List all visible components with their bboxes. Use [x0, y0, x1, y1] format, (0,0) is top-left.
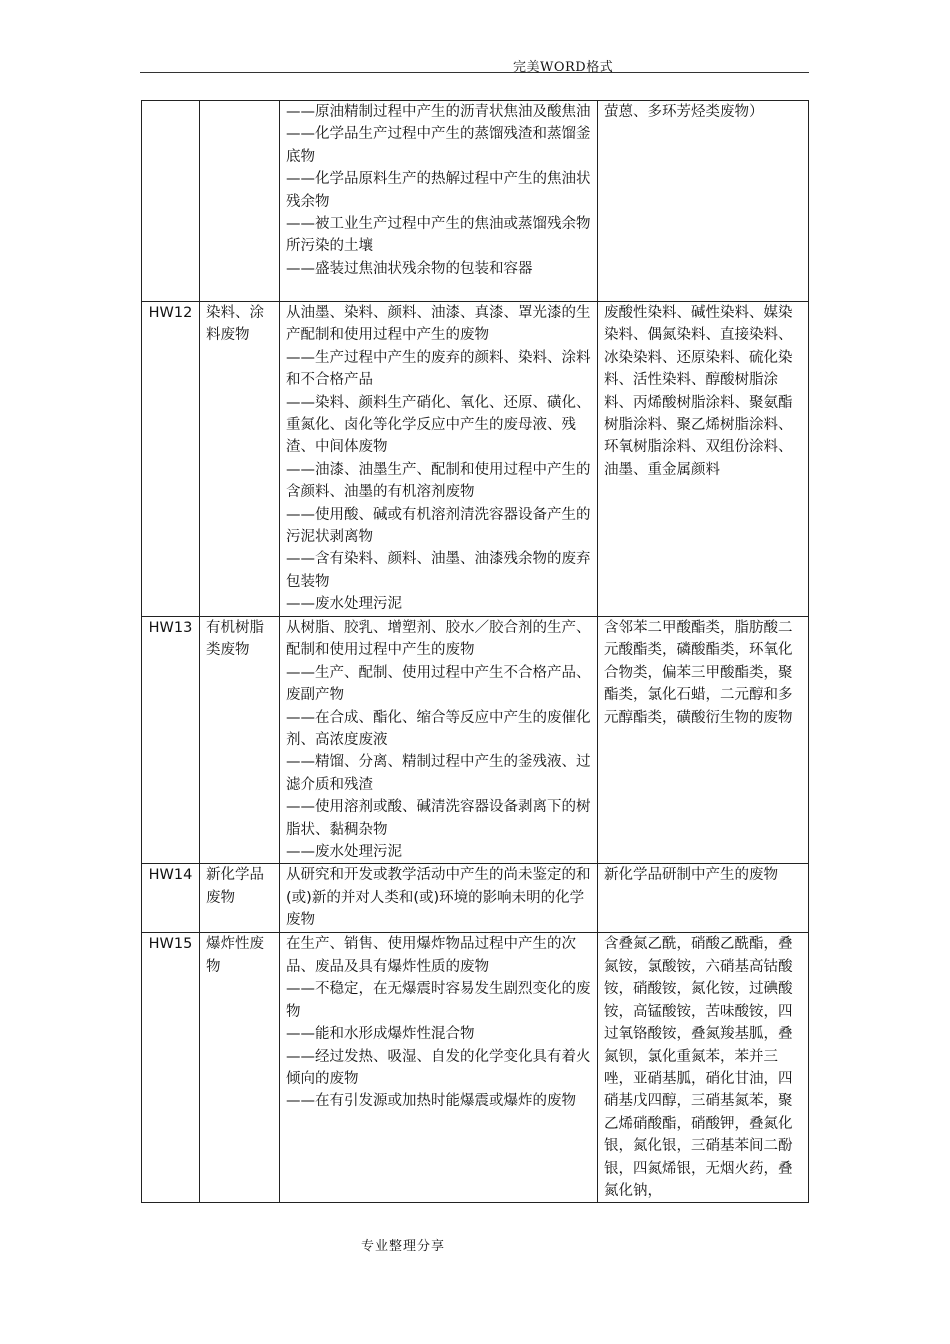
table-row	[142, 302, 809, 617]
waste-source-cell	[280, 933, 598, 1203]
source-line: 在生产、销售、使用爆炸物品过程中产生的次品、废品及具有爆炸性质的废物	[286, 936, 576, 975]
table-row	[142, 864, 809, 933]
waste-examples-cell: 含邻苯二甲酸酯类，脂肪酸二元酸酯类，磷酸酯类，环氧化合物类，偏苯三甲酸酯类，聚酯类，氯化石蜡，二元醇和多元醇酯类，磺酸衍生物的废物	[598, 617, 809, 864]
waste-examples-cell: 萤蒽、多环芳烃类废物）	[598, 101, 809, 302]
source-line: ——化学品原料生产的热解过程中产生的焦油状残余物	[286, 171, 591, 210]
source-line: ——油漆、油墨生产、配制和使用过程中产生的含颜料、油墨的有机溶剂废物	[286, 461, 591, 501]
source-line: ——含有染料、颜料、油墨、油漆残余物的废弃包装物	[286, 551, 591, 590]
source-line: ——在有引发源或加热时能爆震或爆炸的废物	[286, 1093, 576, 1110]
waste-code-cell: HW12	[142, 302, 200, 617]
source-line: ——使用溶剂或酸、碱清洗容器设备剥离下的树脂状、黏稠杂物	[286, 799, 591, 838]
source-line: ——生产过程中产生的废弃的颜料、染料、涂料和不合格产品	[286, 349, 591, 389]
source-line: ——废水处理污泥	[286, 844, 402, 861]
source-line: ——盛装过焦油状残余物的包装和容器	[286, 260, 533, 277]
source-line: ——经过发热、吸湿、自发的化学变化具有着火倾向的废物	[286, 1048, 591, 1087]
waste-category-cell: 有机树脂类废物	[200, 617, 280, 864]
source-line: ——使用酸、碱或有机溶剂清洗容器设备产生的污泥状剥离物	[286, 506, 591, 546]
source-line: 从研究和开发或教学活动中产生的尚未鉴定的和(或)新的并对人类和(或)环境的影响未明的化学废物	[286, 867, 591, 929]
waste-examples-cell: 含叠氮乙酰，硝酸乙酰酯，叠氮铵，氯酸铵，六硝基高钴酸铵，硝酸铵，氮化铵，过碘酸铵，高锰酸铵，苦味酸铵，四过氧铬酸铵，叠氮羧基胍，叠氮钡，氯化重氮苯，苯并三唑，亚硝基胍，硝化甘油，四硝基戊四醇，三硝基氮苯，聚乙烯硝酸酯，硝酸钾，叠氮化银，氮化银，三硝基苯间二酚银，四氮烯银，无烟火药，叠氮化钠，	[598, 933, 809, 1203]
source-line: ——染料、颜料生产硝化、氧化、还原、磺化、重氮化、卤化等化学反应中产生的废母液、残渣、中间体废物	[286, 394, 591, 456]
page-header-title: 完美WORD格式	[513, 60, 614, 75]
source-line: 从油墨、染料、颜料、油漆、真漆、罩光漆的生产配制和使用过程中产生的废物	[286, 305, 591, 344]
hazardous-waste-table	[141, 100, 809, 1203]
waste-code-cell	[142, 101, 200, 302]
source-line: ——能和水形成爆炸性混合物	[286, 1026, 475, 1043]
source-line: ——化学品生产过程中产生的蒸馏残渣和蒸馏釜底物	[286, 126, 591, 165]
source-line: ——废水处理污泥	[286, 596, 402, 613]
page-footer-text: 专业整理分享	[361, 1239, 446, 1254]
waste-examples-cell: 新化学品研制中产生的废物	[598, 864, 809, 933]
waste-category-cell	[200, 101, 280, 302]
waste-category-cell: 染料、涂料废物	[200, 302, 280, 617]
source-line: ——不稳定，在无爆震时容易发生剧烈变化的废物	[286, 981, 591, 1020]
waste-source-cell	[280, 864, 598, 933]
waste-category-cell: 新化学品废物	[200, 864, 280, 933]
source-line: ——被工业生产过程中产生的焦油或蒸馏残余物所污染的土壤	[286, 216, 591, 255]
source-line: ——原油精制过程中产生的沥青状焦油及酸焦油	[286, 104, 591, 120]
table-row	[142, 933, 809, 1203]
waste-code-cell: HW14	[142, 864, 200, 933]
source-line: ——生产、配制、使用过程中产生不合格产品、废副产物	[286, 664, 591, 704]
waste-category-cell: 爆炸性废物	[200, 933, 280, 1203]
source-line: ——精馏、分离、精制过程中产生的釜残液、过滤介质和残渣	[286, 754, 591, 793]
waste-source-cell	[280, 617, 598, 864]
waste-code-cell: HW15	[142, 933, 200, 1203]
table-row	[142, 101, 809, 302]
waste-code-cell: HW13	[142, 617, 200, 864]
waste-source-cell	[280, 101, 598, 302]
waste-source-cell	[280, 302, 598, 617]
header-divider	[140, 72, 809, 73]
source-line: ——在合成、酯化、缩合等反应中产生的废催化剂、高浓度废液	[286, 709, 591, 749]
source-line: 从树脂、胶乳、增塑剂、胶水／胶合剂的生产、配制和使用过程中产生的废物	[286, 620, 591, 659]
table-row	[142, 617, 809, 864]
waste-examples-cell: 废酸性染料、碱性染料、媒染染料、偶氮染料、直接染料、冰染染料、还原染料、硫化染料、活性染料、醇酸树脂涂料、丙烯酸树脂涂料、聚氨酯树脂涂料、聚乙烯树脂涂料、环氧树脂涂料、双组份涂料、油墨、重金属颜料	[598, 302, 809, 617]
